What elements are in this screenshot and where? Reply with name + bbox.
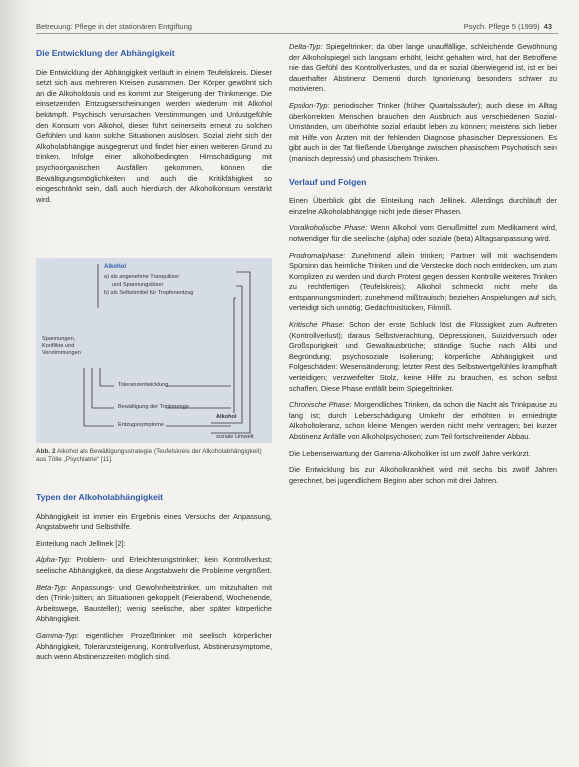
phase-term: Chronische Phase: [289, 400, 352, 410]
figure-line [211, 286, 242, 423]
type-entry [289, 42, 557, 95]
phase-term: Voralkoholische Phase: [289, 223, 368, 233]
type-text: Spiegeltrinker; da über lange unauffällige, schleichende Gewöhnung der Alkoholspiegel sich langsam erhöht, leicht gehalten wird, hat der Betroffene nie das Gefühl des Kontrollverlustes, und da er sozial überwiegend ist, ist er bei dauerhafter Abstinenz Dementi durch Ignorierung besonders schwer zu motivieren. [289, 42, 557, 94]
paragraph: Die Entwicklung der Abhängigkeit verläuft in einem Teufelskreis. Dieser setzt sich aus mehreren Kreisen zusammen. Der Körper gewöhnt sich an die Alkoholdosis und es kommt zur Steigerung der Trinkmenge. Die einsetzenden Entzugserscheinungen werden wiederum mit Alkohol bekämpft. Psychisch verursachen Verstimmungen und Unlustgefühle den Konsum von Alkohol, dieser führt seinerseits erneut zu solchen Gefühlen und kann solche Situationen auslösen. Sozial zieht sich der Alkoholabhängige ausgegrenzt und findet hier einen weiteren Grund zu trinken. Infolge einer alkoholbedingten Hirnschädigung mit psychoorganischen Ausfällen gekommen, können die Bewältigungsmöglichkeiten und auch die Kritikfähigkeit so eingeschränkt sein, daß auch hierdurch der Alkoholkonsum verstärkt wird. [36, 67, 272, 204]
paragraph: Die Lebenserwartung der Gamma-Alkoholiker ist um zwölf Jahre verkürzt. [289, 448, 531, 458]
type-term: Gamma-Typ: [36, 630, 79, 640]
caption-text: Alkohol als Bewältigungsstrategie (Teufelskreis der Alkoholabhängigkeit) aus Tölle „Psychiatrie“ [11]. [36, 448, 262, 464]
paragraph: Die Entwicklung bis zur Alkoholkrankheit wird mit sechs bis zwölf Jahren gerechnet, bei jugendlichem Beginn aber schon mit drei Jahren. [289, 465, 557, 485]
type-text: Problem- und Erleichterungstrinker; kein Kontrollverlust; seelische Abhängigkeit, da diese Angstabwehr die Probleme vergrößert. [36, 555, 272, 575]
phase-text: Morgendliches Trinken, da schon die Nacht als Trinkpause zu lang ist; durch Leberschädigung Umkehr der erhöhten in erniedrigte Alkoholtoleranz, schon kleine Mengen werden nicht mehr vertragen; bei kurzer Abstinenz Anfälle von Alkoholpsychosen; zum Teil fortschreitender Abbau. [289, 400, 557, 441]
phase-entry [289, 320, 557, 394]
type-text: periodischer Trinker (früher Quartalssäufer); auch diese im Alltag überkorrekten Menschen brauchen den Ausbruch aus verschiedenen Sozial-Umständen, um überhöhte sozial erlaubt leben zu können; meistens sich lieber mit Hilfe von Ärzten mit der fehlenden Diagnose phasischer Depressionen. Es gibt auch in der Tat fließende Übergänge zwischen phasischem Psychotisch sein (manisch depressiv) und phasischem Trinken. [289, 100, 558, 163]
type-entry [36, 583, 272, 625]
header-rule [36, 33, 558, 34]
figure-line [100, 368, 114, 386]
type-text: eigentlicher Prozeßtrinker mit seelisch körperlicher Abhängigkeit, Toleranzsteigerung, Kontrollverlust, Abstinenzsymptome, auch wenn Abstinenzzeiten möglich sind. [36, 630, 273, 662]
paragraph: Abhängigkeit ist immer ein Ergebnis eines Versuchs der Anpassung, Angstabwehr und Selbsthilfe. [36, 511, 272, 532]
right-column [289, 42, 557, 492]
figure-line [234, 298, 236, 413]
figure-right-label: soziale Umwelt [216, 434, 254, 440]
phase-entry [289, 251, 557, 315]
figure-line [92, 368, 114, 408]
paragraph: Einteilung nach Jellinek [2]: [36, 538, 126, 548]
header-right [464, 22, 552, 31]
section-heading-course: Verlauf und Folgen [289, 176, 367, 187]
phase-term: Kritische Phase: [289, 320, 345, 330]
header-left: Betreuung: Pflege in der stationären Entgiftung [36, 22, 192, 31]
type-term: Beta-Typ: [36, 582, 68, 592]
section-heading-development: Die Entwicklung der Abhängigkeit [36, 48, 175, 58]
section-heading-types: Typen der Alkoholabhängigkeit [36, 492, 164, 502]
page-number: 43 [543, 22, 552, 31]
figure-title: Alkohol [104, 264, 126, 270]
figure-vicious-circle [36, 258, 272, 443]
paragraph: Einen Überblick gibt die Einteilung nach Jellinek. Allerdings durchläuft der einzelne Alkoholabhängige nicht jede dieser Phasen. [289, 196, 557, 216]
type-entry [36, 555, 272, 576]
left-column-bottom [36, 492, 272, 669]
figure-bottom-item: Toleranzentwicklung [118, 382, 169, 388]
type-text: Anpassungs- und Gewohnheitstrinker, um mitzuhalten mit den (Trink-)sitten; an Situationen gekoppelt (Feierabend, Wochenende, Arbeitswege, Bausteller); wenig seelische, aber später körperliche Abhängigkeit. [36, 582, 272, 624]
type-entry [36, 631, 272, 663]
left-column-top [36, 48, 272, 211]
figure-item: und Spannungslöser [112, 282, 164, 288]
journal-citation: Psych. Pflege 5 (1999) [463, 22, 540, 31]
type-term: Delta-Typ: [289, 42, 323, 51]
figure-line [211, 272, 250, 433]
phase-entry [289, 223, 557, 244]
type-term: Alpha-Typ: [36, 555, 72, 565]
figure-bottom-item: Bewältigung der Trinkmenge [118, 404, 189, 410]
phase-term: Prodromalphase: [289, 250, 346, 260]
figure-right-label: Alkohol [216, 414, 237, 420]
figure-caption [36, 448, 272, 465]
phase-text: Wenn Alkohol vom Genußmittel zum Medikament wird, notwendiger für die seelische (alpha) oder soziale (beta) Alltagsanpassung wird. [289, 223, 557, 243]
figure-item: a) als angenehme Tranquilizer [104, 274, 180, 280]
phase-text: Zunehmend allein trinken; Partner will mit wachsendem Spürsinn das heimliche Trinken und die Verstecke doch noch entdecken, um zum Komplizen zu werden und durch Protest gegen dessen Kontrolle weiteres Trinken zu rechtfertigen (Teufelskreis); Alkohol schmeckt nicht mehr da entspannungsmindert; zunehmend mißtrauisch; beziehen Anspielungen auf sich, verteidigt sich unnötig; Gedächtnislücken, Filmriß. [289, 250, 557, 313]
figure-line [84, 368, 114, 426]
figure-item: b) als Selbstmittel für Tropfenentzug [104, 290, 194, 296]
type-entry [289, 101, 557, 165]
phase-entry [289, 400, 557, 442]
type-term: Epsilon-Typ: [289, 100, 330, 110]
phase-text: Schon der erste Schluck löst die Flüssigkeit zum Auftreten (Kontrollverlust); daraus Selbstverachtung, Depressionen, Suizidversuch oder Großspurigkeit und Gewaltausbrüche; ständige Suche nach Alibi und Begründung; psychosoziale Isolierung; körperliche Abhängigkeit und Folgeschäden: Wesensänderung; letzter Rest des Selbstwertgefühles krampfhaft verteidigen; verzweifelter Stolz, keine Hilfe zu brauchen, es schon selbst schaffen. Diese Phase entfällt beim Spiegeltrinker. [289, 320, 557, 393]
figure-bottom-item: Entzugssymptome [118, 422, 165, 428]
caption-label: Abb. 2 [36, 448, 56, 455]
figure-left-label: Spannungen, Konflikte und Verstimmungen [42, 336, 81, 356]
